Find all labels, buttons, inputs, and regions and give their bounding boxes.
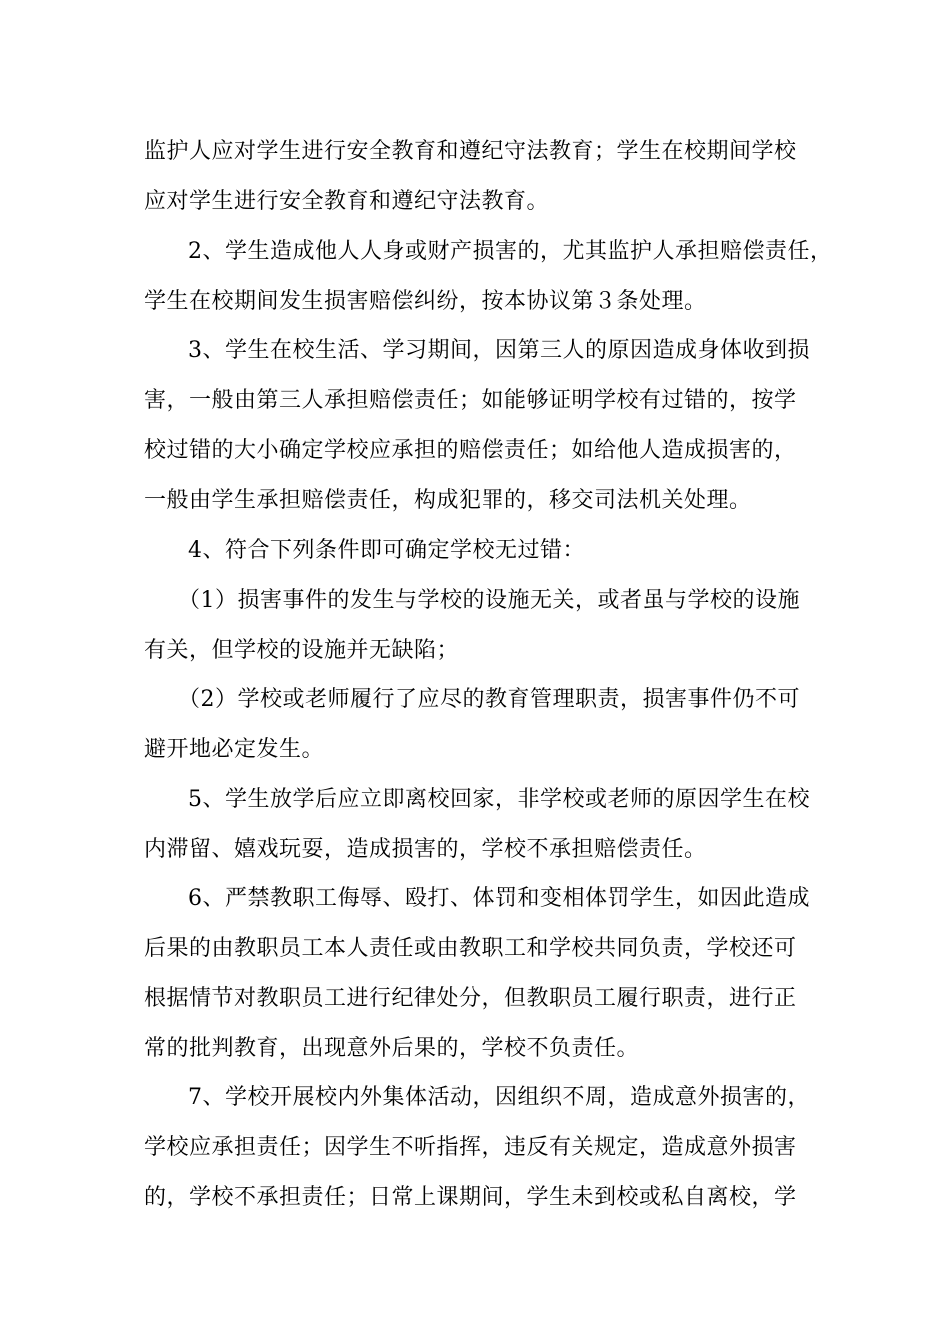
text-line: 的，学校不承担责任；日常上课期间，学生未到校或私自离校，学 [144,1185,797,1210]
text-line: 根据情节对教职员工进行纪律处分，但教职员工履行职责，进行正 [144,986,797,1011]
text-line: （1）损害事件的发生与学校的设施无关，或者虽与学校的设施 [178,588,800,613]
text-line: 4、符合下列条件即可确定学校无过错： [188,538,585,563]
text-line: 学校应承担责任；因学生不听指挥，违反有关规定，造成意外损害 [144,1135,797,1160]
text-line: 应对学生进行安全教育和遵纪守法教育。 [144,189,550,214]
text-line: 一般由学生承担赔偿责任，构成犯罪的，移交司法机关处理。 [144,488,752,513]
text-line: 校过错的大小确定学校应承担的赔偿责任；如给他人造成损害的， [144,438,797,463]
text-line: 常的批判教育，出现意外后果的，学校不负责任。 [144,1036,640,1061]
text-line: （2）学校或老师履行了应尽的教育管理职责，损害事件仍不可 [178,687,800,712]
text-line: 3、学生在校生活、学习期间，因第三人的原因造成身体收到损 [188,338,810,363]
text-line: 后果的由教职员工本人责任或由教职工和学校共同负责，学校还可 [144,936,797,961]
text-line: 7、学校开展校内外集体活动，因组织不周，造成意外损害的， [188,1085,810,1110]
text-line: 学生在校期间发生损害赔偿纠纷，按本协议第３条处理。 [144,289,707,314]
text-line: 有关，但学校的设施并无缺陷； [144,638,460,663]
text-line: 5、学生放学后应立即离校回家，非学校或老师的原因学生在校 [188,787,810,812]
text-line: 内滞留、嬉戏玩耍，造成损害的，学校不承担赔偿责任。 [144,837,707,862]
text-line: 避开地必定发生。 [144,737,325,762]
text-line: 2、学生造成他人人身或财产损害的，尤其监护人承担赔偿责任， [188,239,833,264]
text-line: 监护人应对学生进行安全教育和遵纪守法教育；学生在校期间学校 [144,139,797,164]
text-line: 害，一般由第三人承担赔偿责任；如能够证明学校有过错的，按学 [144,388,797,413]
text-line: 6、严禁教职工侮辱、殴打、体罚和变相体罚学生，如因此造成 [188,886,810,911]
